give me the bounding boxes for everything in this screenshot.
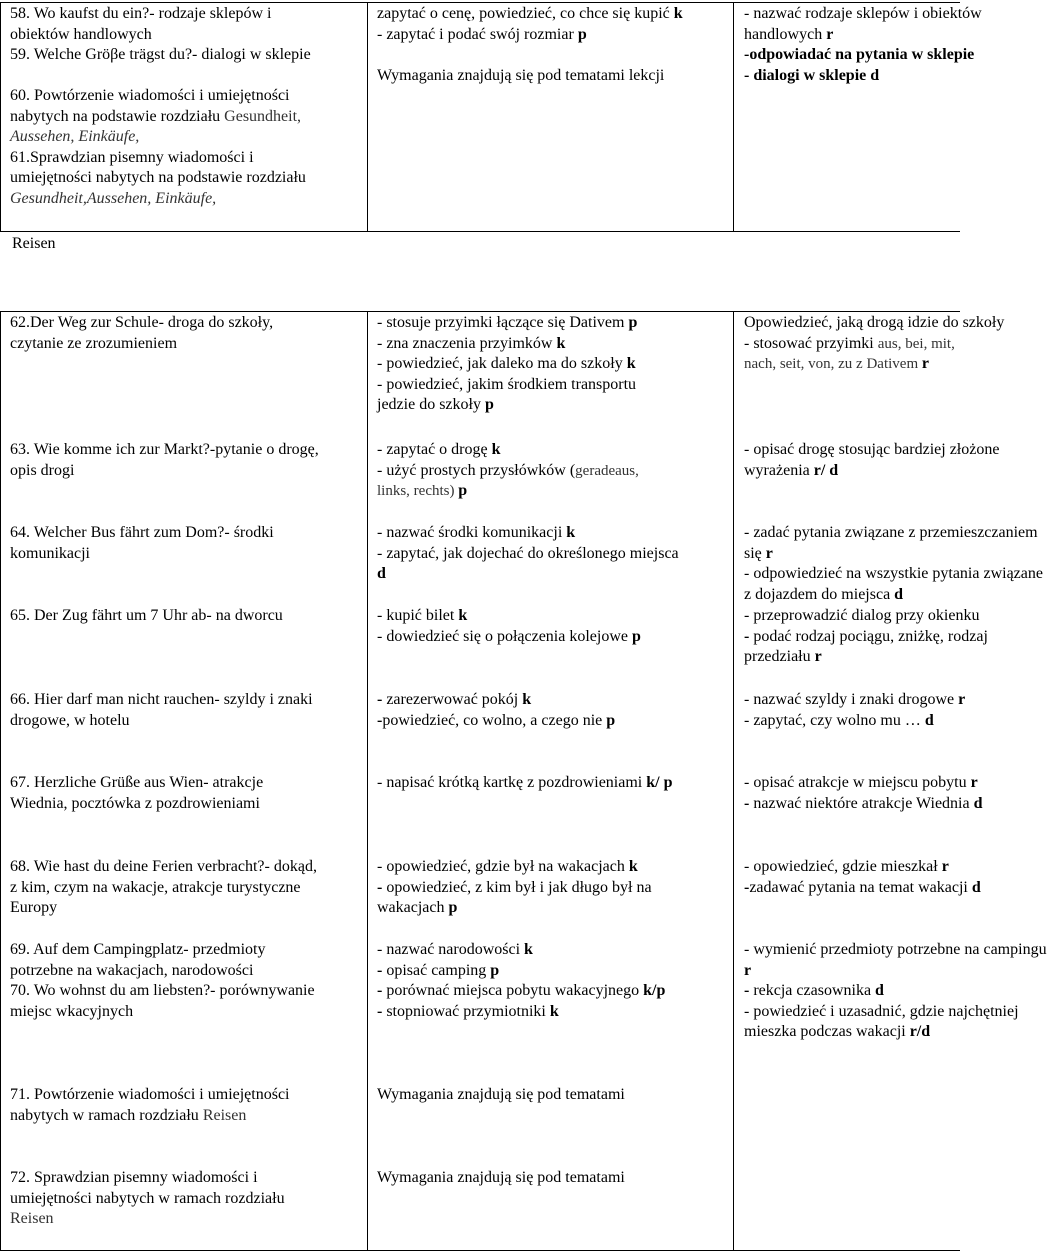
- cell-line: [744, 45, 975, 66]
- cell-text: 72. Sprawdzian pisemny wiadomości i: [10, 1169, 258, 1186]
- cell-line: [377, 857, 727, 878]
- cell-text: Wymagania znajdują się pod tematami: [377, 1169, 625, 1186]
- cell-line: [10, 773, 362, 794]
- cell-line: [10, 127, 362, 148]
- cell-text: zarezerwować pokój: [386, 691, 523, 708]
- extended-requirements-cell: [744, 606, 988, 668]
- cell-text: -: [744, 627, 754, 645]
- cell-text: p: [448, 899, 458, 916]
- cell-line: [377, 45, 727, 66]
- cell-line: [377, 4, 727, 25]
- cell-line: [377, 981, 727, 1002]
- cell-line: [377, 961, 727, 982]
- cell-text: 71. Powtórzenie wiadomości i umiejętności: [10, 1086, 290, 1103]
- cell-line: [10, 168, 362, 189]
- cell-text: r: [921, 355, 929, 372]
- cell-line: [744, 334, 960, 355]
- cell-line: [377, 690, 727, 711]
- cell-text: rekcja czasownika: [753, 982, 876, 999]
- basic-requirements-cell: [377, 857, 727, 919]
- cell-line: [377, 898, 727, 919]
- cell-line: [10, 981, 362, 1002]
- cell-line: [377, 354, 727, 375]
- cell-text: -: [377, 691, 387, 708]
- table-border: [0, 231, 960, 232]
- cell-text: p: [458, 482, 468, 499]
- cell-line: [377, 1168, 727, 1189]
- cell-text: k: [549, 1002, 559, 1020]
- cell-line: [744, 354, 960, 375]
- cell-line: [744, 313, 1005, 334]
- basic-requirements-cell: [377, 690, 727, 731]
- extended-requirements-cell: [744, 313, 1005, 375]
- cell-text: p: [632, 627, 641, 645]
- cell-text: - dialogi w sklepie: [744, 66, 871, 84]
- cell-text: Gesundheit,Aussehen, Einkäufe,: [10, 189, 217, 207]
- cell-text: umiejętności nabytych w ramach rozdziału: [10, 1189, 285, 1207]
- cell-text: - nazwać szyldy i znaki drogowe: [744, 691, 959, 708]
- cell-line: [744, 585, 960, 606]
- cell-text: k: [491, 441, 501, 458]
- basic-requirements-cell: [377, 1168, 727, 1189]
- cell-text: z dojazdem do miejsca: [744, 585, 895, 603]
- cell-line: [377, 440, 727, 461]
- cell-line: [377, 313, 727, 334]
- cell-text: powiedzieć, co wolno, a czego nie: [382, 711, 607, 729]
- cell-text: - opowiedzieć, gdzie był na wakacjach: [377, 858, 629, 875]
- cell-text: zadawać pytania na temat wakacji: [749, 878, 972, 896]
- cell-text: - zapytać, jak dojechać do określonego miejsca: [377, 544, 679, 562]
- cell-text: -: [744, 982, 754, 999]
- cell-text: links, rechts): [377, 483, 459, 499]
- cell-text: opowiedzieć, z kim był i jak długo był na: [386, 878, 652, 896]
- topic-cell: [10, 606, 362, 627]
- cell-text: - powiedzieć, jak daleko ma do szkoły: [377, 355, 627, 372]
- basic-requirements-cell: [377, 313, 727, 416]
- cell-line: [744, 981, 960, 1002]
- cell-line: [10, 25, 362, 46]
- cell-line: [10, 1002, 362, 1023]
- cell-text: podać rodzaj pociągu, zniżkę, rodzaj: [753, 627, 988, 645]
- cell-text: wyrażenia: [744, 461, 814, 479]
- table-border: [0, 311, 960, 312]
- cell-text: - zadać pytania związane z przemieszczaniem: [744, 524, 1038, 541]
- cell-text: - powiedzieć i uzasadnić, gdzie najchętniej: [744, 1002, 1019, 1020]
- cell-text: r: [958, 691, 966, 708]
- cell-line: [744, 773, 978, 794]
- extended-requirements-cell: [744, 773, 983, 814]
- cell-text: - kupić bilet: [377, 607, 459, 624]
- cell-text: 70. Wo wohnst du am liebsten?- porównywanie: [10, 982, 315, 999]
- cell-text: k: [458, 607, 468, 624]
- cell-text: r/d: [909, 1023, 931, 1040]
- table-border: [733, 311, 734, 1251]
- cell-text: p: [490, 961, 500, 979]
- cell-line: [10, 878, 362, 899]
- cell-text: - przeprowadzić dialog przy okienku: [744, 607, 980, 624]
- cell-text: drogowe, w hotelu: [10, 711, 130, 729]
- cell-line: [10, 711, 362, 732]
- cell-text: d: [973, 794, 983, 812]
- cell-text: 67. Herzliche Grüße aus Wien- atrakcje: [10, 774, 264, 791]
- cell-text: jedzie do szkoły: [377, 396, 485, 413]
- basic-requirements-cell: [377, 440, 727, 502]
- cell-line: [377, 1002, 727, 1023]
- cell-text: 60. Powtórzenie wiadomości i umiejętności: [10, 87, 290, 104]
- cell-line: [744, 544, 960, 565]
- cell-text: -odpowiadać na pytania w sklepie: [744, 46, 975, 63]
- basic-requirements-cell: [377, 1085, 727, 1106]
- cell-text: d: [894, 585, 904, 603]
- cell-text: Aussehen, Einkäufe,: [10, 128, 140, 145]
- cell-text: r: [765, 544, 773, 562]
- cell-line: [10, 189, 362, 210]
- cell-line: [744, 878, 981, 899]
- cell-line: [10, 148, 362, 169]
- table-border: [733, 2, 734, 232]
- basic-requirements-cell: [377, 4, 727, 86]
- topic-cell: [10, 4, 362, 209]
- extended-requirements-cell: [744, 940, 1047, 1043]
- topic-cell: [10, 1168, 362, 1230]
- cell-line: [377, 461, 727, 482]
- cell-line: [10, 66, 362, 87]
- topic-cell: [10, 857, 362, 919]
- cell-text: 58. Wo kaufst du ein?- rodzaje sklepów i: [10, 5, 272, 22]
- cell-text: k: [556, 334, 566, 352]
- cell-text: - nazwać środki komunikacji: [377, 524, 567, 541]
- topic-cell: [10, 773, 362, 814]
- cell-line: [744, 564, 1043, 585]
- cell-line: [10, 440, 362, 461]
- cell-line: [377, 334, 727, 355]
- cell-text: - nazwać narodowości: [377, 941, 525, 958]
- cell-line: [744, 1022, 960, 1043]
- cell-text: nabytych w ramach rozdziału: [10, 1106, 203, 1124]
- cell-text: Gesundheit,: [224, 107, 302, 125]
- cell-line: [10, 461, 362, 482]
- cell-line: [377, 627, 727, 648]
- cell-text: d: [377, 565, 386, 582]
- cell-line: [10, 606, 362, 627]
- cell-text: -: [377, 982, 387, 999]
- cell-text: - nazwać rodzaje sklepów i obiektów: [744, 5, 982, 22]
- cell-line: [377, 1085, 727, 1106]
- cell-line: [10, 1106, 362, 1127]
- cell-text: 68. Wie hast du deine Ferien verbracht?- dokąd,: [10, 858, 317, 875]
- cell-text: obiektów handlowych: [10, 25, 152, 43]
- cell-line: [10, 107, 362, 128]
- cell-line: [377, 395, 727, 416]
- cell-text: - odpowiedzieć na wszystkie pytania związane: [744, 565, 1043, 582]
- cell-line: [10, 794, 362, 815]
- cell-line: [377, 940, 727, 961]
- cell-text: Opowiedzieć, jaką drogą idzie do szkoły: [744, 314, 1005, 331]
- cell-text: k/ p: [646, 774, 673, 791]
- basic-requirements-cell: [377, 940, 727, 1022]
- cell-line: [744, 1002, 1019, 1023]
- topic-cell: [10, 440, 362, 481]
- cell-line: [377, 773, 727, 794]
- basic-requirements-cell: [377, 606, 727, 647]
- table-border: [367, 2, 368, 232]
- cell-text: p: [628, 314, 638, 331]
- cell-text: mieszka podczas wakacji: [744, 1023, 910, 1040]
- cell-text: przedziału: [744, 648, 815, 665]
- cell-line: [10, 45, 362, 66]
- cell-line: [744, 857, 960, 878]
- cell-line: [10, 523, 362, 544]
- cell-line: [744, 711, 960, 732]
- cell-text: nach, seit, von, zu z Dativem: [744, 356, 922, 372]
- cell-line: [744, 25, 960, 46]
- cell-line: [10, 940, 362, 961]
- cell-line: [744, 647, 960, 668]
- cell-line: [10, 1085, 362, 1106]
- cell-text: - opowiedzieć, gdzie mieszkał: [744, 858, 942, 875]
- cell-text: 61.Sprawdzian pisemny wiadomości i: [10, 148, 254, 166]
- cell-line: [377, 711, 727, 732]
- cell-line: [10, 313, 362, 334]
- cell-text: aus, bei, mit,: [877, 335, 955, 352]
- cell-text: 59. Welche Gröβe trägst du?- dialogi w sklepie: [10, 46, 311, 63]
- cell-line: [377, 25, 727, 46]
- cell-text: czytanie ze zrozumieniem: [10, 334, 178, 352]
- cell-line: [10, 334, 362, 355]
- cell-line: [744, 523, 1038, 544]
- topic-cell: [10, 940, 362, 1022]
- cell-text: -: [744, 794, 754, 812]
- cell-line: [744, 440, 1000, 461]
- cell-text: r/ d: [813, 461, 839, 479]
- cell-text: - opisać atrakcje w miejscu pobytu: [744, 774, 971, 791]
- cell-text: 69. Auf dem Campingplatz- przedmioty: [10, 941, 266, 958]
- cell-text: - stosuje przyimki łączące się Dativem: [377, 314, 629, 331]
- topic-cell: [10, 690, 362, 731]
- basic-requirements-cell: [377, 773, 727, 794]
- cell-text: k: [522, 691, 532, 708]
- cell-line: [377, 878, 727, 899]
- cell-text: p: [577, 25, 587, 43]
- cell-text: 64. Welcher Bus fährt zum Dom?- środki: [10, 524, 274, 541]
- table-border: [0, 1250, 960, 1251]
- cell-text: - stosować przyimki: [744, 334, 878, 352]
- cell-text: handlowych: [744, 25, 827, 43]
- cell-text: umiejętności nabytych na podstawie rozdziału: [10, 169, 306, 186]
- cell-text: zapytać o cenę, powiedzieć, co chce się kupić: [377, 5, 674, 22]
- cell-line: [377, 66, 727, 87]
- extended-requirements-cell: [744, 857, 981, 898]
- cell-text: 63. Wie komme ich zur Markt?-pytanie o drogę,: [10, 441, 319, 458]
- cell-line: [744, 690, 966, 711]
- cell-line: [10, 4, 362, 25]
- cell-text: opisać camping: [386, 961, 491, 979]
- cell-line: [10, 898, 362, 919]
- cell-text: k: [673, 5, 683, 22]
- cell-text: r: [970, 774, 978, 791]
- cell-text: -: [744, 878, 750, 896]
- cell-text: d: [971, 878, 981, 896]
- cell-text: Wymagania znajdują się pod tematami: [377, 1086, 625, 1103]
- cell-text: - powiedzieć, jakim środkiem transportu: [377, 375, 637, 393]
- cell-text: Wiednia, pocztówka z pozdrowieniami: [10, 794, 260, 812]
- cell-text: - zapytać, czy wolno mu …: [744, 711, 925, 729]
- cell-text: opis drogi: [10, 461, 75, 479]
- cell-text: -: [377, 711, 383, 729]
- cell-text: p: [484, 396, 494, 413]
- cell-text: d: [875, 982, 884, 999]
- table-border: [0, 2, 1, 232]
- basic-requirements-cell: [377, 523, 727, 585]
- cell-line: [744, 461, 960, 482]
- cell-line: [10, 961, 362, 982]
- cell-line: [744, 940, 1047, 961]
- cell-text: k: [566, 524, 576, 541]
- cell-line: [744, 961, 960, 982]
- cell-text: - napisać krótką kartkę z pozdrowieniami: [377, 774, 647, 791]
- cell-text: się: [744, 544, 766, 562]
- cell-text: -: [377, 1002, 387, 1020]
- cell-text: wakacjach: [377, 899, 449, 916]
- cell-text: d: [870, 66, 880, 84]
- cell-line: [377, 481, 727, 502]
- cell-text: Reisen: [10, 1210, 54, 1227]
- cell-text: k/p: [643, 982, 666, 999]
- cell-text: nabytych na podstawie rozdziału: [10, 107, 225, 125]
- table-border: [0, 2, 960, 3]
- cell-text: p: [606, 711, 616, 729]
- cell-text: -: [377, 878, 387, 896]
- cell-line: [10, 1168, 362, 1189]
- topic-cell: [10, 313, 362, 354]
- cell-text: potrzebne na wakacjach, narodowości: [10, 961, 254, 979]
- cell-text: d: [924, 711, 934, 729]
- cell-line: [10, 1189, 362, 1210]
- cell-line: [377, 606, 727, 627]
- cell-text: - zna znaczenia przyimków: [377, 334, 557, 352]
- cell-line: [744, 66, 960, 87]
- cell-line: [10, 857, 362, 878]
- cell-line: [10, 1209, 362, 1230]
- cell-line: [377, 523, 727, 544]
- cell-text: Europy: [10, 899, 58, 916]
- cell-line: [744, 4, 982, 25]
- cell-text: r: [814, 648, 822, 665]
- cell-text: 62.Der Weg zur Schule- droga do szkoły,: [10, 314, 274, 331]
- cell-text: - zapytać i podać swój rozmiar: [377, 25, 578, 43]
- cell-text: k: [628, 858, 638, 875]
- cell-text: stopniować przymiotniki: [386, 1002, 550, 1020]
- topic-cell: [10, 1085, 362, 1126]
- table-border: [0, 311, 1, 1251]
- extended-requirements-cell: [744, 4, 982, 86]
- cell-text: geradeaus,: [575, 462, 639, 479]
- cell-text: 66. Hier darf man nicht rauchen- szyldy i znaki: [10, 691, 313, 708]
- cell-text: Wymagania znajdują się pod tematami lekcji: [377, 66, 665, 84]
- cell-text: - użyć prostych przysłówków (: [377, 461, 576, 479]
- cell-line: [10, 86, 362, 107]
- cell-text: k: [524, 941, 533, 958]
- table-border: [367, 311, 368, 1251]
- section-heading: Reisen: [12, 235, 56, 252]
- extended-requirements-cell: [744, 440, 1000, 481]
- cell-line: [10, 690, 362, 711]
- cell-line: [377, 564, 727, 585]
- cell-text: nazwać niektóre atrakcje Wiednia: [753, 794, 974, 812]
- cell-text: k: [626, 355, 636, 372]
- topic-cell: [10, 523, 362, 564]
- cell-line: [377, 544, 727, 565]
- cell-text: z kim, czym na wakacje, atrakcje turystyczne: [10, 878, 301, 896]
- cell-text: miejsc wkacyjnych: [10, 1002, 134, 1020]
- cell-line: [377, 375, 727, 396]
- cell-text: 65. Der Zug fährt um 7 Uhr ab- na dworcu: [10, 607, 283, 624]
- cell-text: komunikacji: [10, 544, 90, 562]
- extended-requirements-cell: [744, 690, 966, 731]
- cell-text: - wymienić przedmioty potrzebne na campingu: [744, 941, 1047, 958]
- cell-text: r: [941, 858, 949, 875]
- cell-line: [10, 544, 362, 565]
- cell-text: r: [826, 25, 834, 43]
- cell-text: - opisać drogę stosując bardziej złożone: [744, 441, 1000, 458]
- extended-requirements-cell: [744, 523, 1043, 605]
- cell-text: -: [377, 961, 387, 979]
- cell-text: porównać miejsca pobytu wakacyjnego: [386, 982, 644, 999]
- cell-line: [744, 606, 980, 627]
- cell-line: [744, 627, 988, 648]
- cell-text: Reisen: [202, 1106, 247, 1124]
- cell-text: - zapytać o drogę: [377, 441, 492, 458]
- cell-text: r: [744, 961, 752, 979]
- cell-text: - dowiedzieć się o połączenia kolejowe: [377, 627, 632, 645]
- cell-line: [744, 794, 983, 815]
